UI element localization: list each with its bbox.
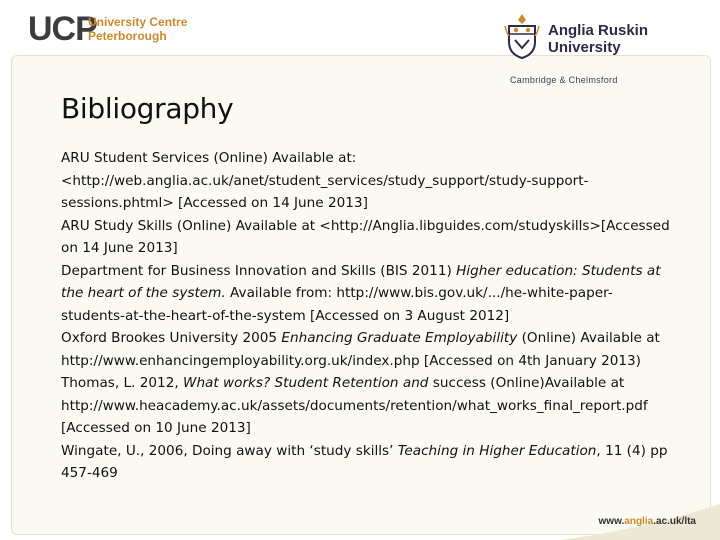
- ucp-logo-line2: Peterborough: [88, 29, 167, 43]
- aru-logo-name: [548, 22, 648, 56]
- aru-logo-line1: Anglia Ruskin: [548, 22, 649, 39]
- footer-url-suffix: .ac.uk/lta: [653, 516, 696, 527]
- aru-crest-icon: [503, 12, 541, 60]
- ucp-logo-name: [88, 15, 187, 43]
- reference-text-before: Oxford Brookes University 2005: [61, 330, 282, 346]
- reference-item: [61, 147, 671, 215]
- footer-url-prefix: www.: [598, 516, 625, 527]
- reference-title-italic: Teaching in Higher Education: [397, 442, 597, 459]
- reference-text: ARU Study Skills (Online) Available at <http://Anglia.libguides.com/studyskills>[Accessed on 14 June 2013]: [61, 217, 670, 256]
- aru-tagline: Cambridge & Chelmsford: [510, 75, 618, 85]
- reference-text-after: success (Online)Available at http://www.heacademy.ac.uk/assets/documents/retention/what_works_final_report.pdf [Accessed on 10 June 2013]: [61, 375, 648, 436]
- reference-text-after: Available from: http://www.bis.gov.uk/.../he-white-paper-students-at-the-heart-of-the-system [Accessed on 3 August 2012]: [61, 285, 613, 324]
- reference-text: ARU Student Services (Online) Available at: <http://web.anglia.ac.uk/anet/student_services/study_support/study-support-sessions.phtml> [Accessed on 14 June 2013]: [61, 150, 589, 211]
- aru-logo-line2: University: [548, 39, 621, 56]
- footer-url[interactable]: [599, 516, 696, 527]
- footer-url-highlight: anglia: [624, 516, 654, 527]
- reference-item: [61, 327, 671, 372]
- reference-text-before: Thomas, L. 2012,: [61, 375, 183, 391]
- reference-title-italic: Enhancing Graduate Employability: [281, 330, 518, 346]
- reference-text-before: Wingate, U., 2006, Doing away with ‘study skills’: [61, 442, 398, 459]
- reference-item: [61, 372, 671, 440]
- ucp-logo-mark: UCP: [28, 10, 97, 48]
- reference-item: [61, 440, 671, 485]
- reference-item: [61, 260, 671, 328]
- reference-title-italic: What works? Student Retention and: [183, 375, 429, 391]
- page-title: Bibliography: [61, 92, 234, 125]
- reference-text-after: , 11 (4) pp 457-469: [61, 442, 668, 481]
- reference-title-italic: Higher education: Students at the heart of the system.: [61, 262, 661, 301]
- reference-text-after: (Online) Available at http://www.enhancingemployability.org.uk/index.php [Accessed on 4th January 2013): [61, 330, 660, 369]
- reference-list: [61, 147, 671, 485]
- ucp-logo-line1: University Centre: [88, 15, 188, 29]
- reference-item: [61, 215, 671, 260]
- reference-text-before: Department for Business Innovation and Skills (BIS 2011): [61, 262, 457, 279]
